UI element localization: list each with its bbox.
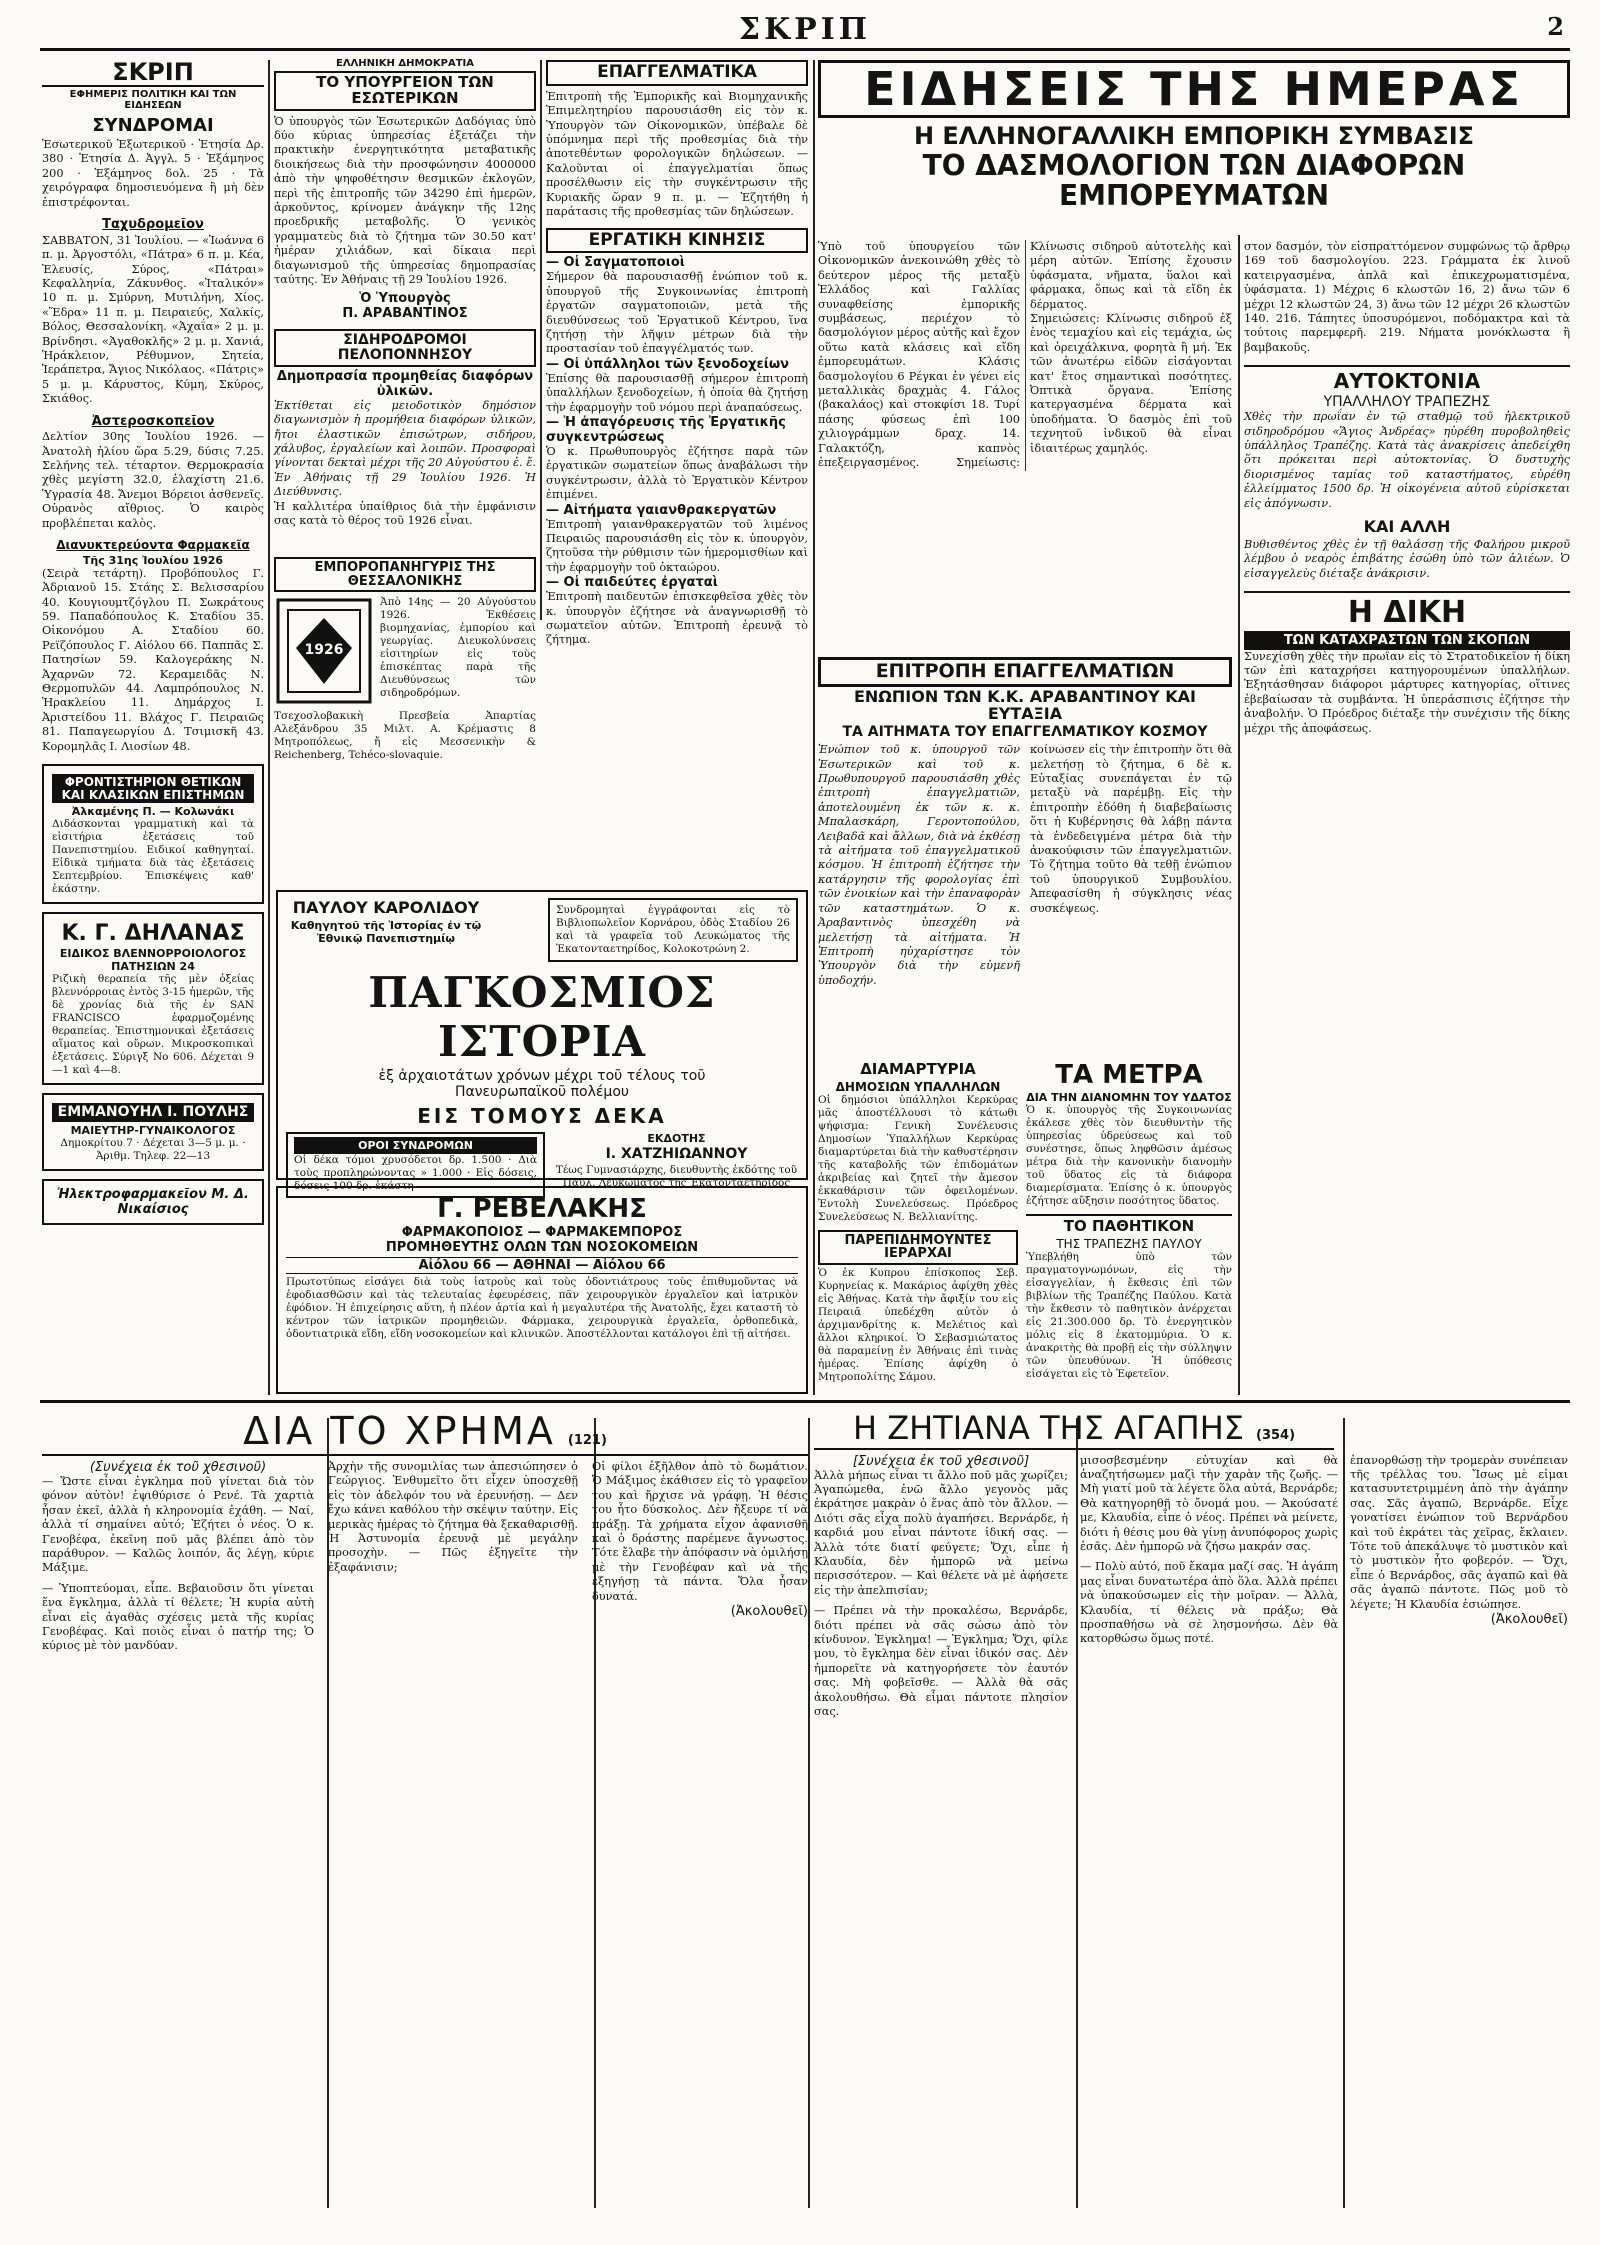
electro-pharmacy-ad <box>42 1179 264 1225</box>
committee-heading: ΕΠΙΤΡΟΠΗ ΕΠΑΓΓΕΛΜΑΤΙΩΝ <box>818 657 1232 687</box>
bank-subheading: ΤΗΣ ΤΡΑΠΕΖΗΣ ΠΑΥΛΟΥ <box>1056 1237 1202 1252</box>
water-article <box>1026 1060 1232 1395</box>
committee-heading-2: ΕΝΩΠΙΟΝ ΤΩΝ Κ.Κ. ΑΡΑΒΑΝΤΙΝΟΥ ΚΑΙ ΕΥΤΑΞΙΑ <box>853 686 1197 723</box>
doctor-ad-text: Ριζικὴ θεραπεία τῆς μὲν ὀξείας βλεννόρροιας ἐντὸς 3-15 ἡμερῶν, τῆς δὲ χρονίας διὰ τῆς ἐν SAN FRANCISCO ἐφαρμοζομένης θεραπείας. Ἐπιστημονικαὶ ἐξετάσεις αἵματος καὶ οὔρων. Μικροσκοπικαὶ ἐξετάσεις. Σύριγξ Νο 606. Δέχεται 9—1 καὶ 4—8. <box>52 973 254 1077</box>
labor-subheading-4: — Αἰτήματα γαιανθρακεργατῶν <box>546 502 777 518</box>
trial-heading: Η ΔΙΚΗ <box>1244 591 1570 629</box>
bank-heading: ΤΟ ΠΑΘΗΤΙΚΟΝ <box>1026 1214 1232 1235</box>
feuilleton-money-paragraph-4: Οἱ φίλοι ἐξῆλθον ἀπὸ τὸ δωμάτιον. Ὁ Μάξιμος ἐκάθισεν εἰς τὸ γραφεῖον του καὶ ἤρχισε νὰ γράφῃ. Ἡ θέσις του ἦτο δύσκολος. Δὲν ἤξευρε τί νὰ πράξῃ. Τὰ χρήματα εἶχον ἀφανισθῆ καὶ ὁ δράστης παρέμενε ἄγνωστος. Τότε ἔλαβε τὴν ἀπόφασιν νὰ ὁμιλήσῃ μὲ τὴν Γενοβέφαν καὶ νὰ τῆς ἐξηγήσῃ τὰ πάντα. Ὅλα ἦσαν δυνατά. <box>592 1459 808 1603</box>
professional-text: Ἐπιτροπὴ τῆς Ἐμπορικῆς καὶ Βιομηχανικῆς Ἐπιμελητηρίου παρουσιάσθη εἰς τὸν κ. Ὑπουργὸν τῶν Οἰκονομικῶν, ὑπέβαλε δὲ ὑπόμνημα περὶ τῆς προθεσμίας διὰ τὴν ἀποτεθέντων φορολογικῶν δηλώσεων. — Καλοῦνται οἱ ἐπαγγελματίαι ὅπως προσέλθωσιν εἰς τὴν συγκέντρωσιν τῆς Κυριακῆς ὥραν 9 π. μ. — Ἐζητήθη ἡ παράτασις τῆς προθεσμίας τῶν δηλώσεων. <box>546 89 808 219</box>
masthead <box>40 8 1570 51</box>
rebelakis-line-1: ΦΑΡΜΑΚΟΠΟΙΟΣ — ΦΑΡΜΑΚΕΜΠΟΡΟΣ <box>401 1225 683 1241</box>
paper-tagline: ΕΦΗΜΕΡΙΣ ΠΟΛΙΤΙΚΗ ΚΑΙ ΤΩΝ ΕΙΔΗΣΕΩΝ <box>69 89 237 112</box>
feuilleton-money-continuation: (Συνέχεια ἐκ τοῦ χθεσινοῦ) <box>89 1459 267 1475</box>
trial-subheading: ΤΩΝ ΚΑΤΑΧΡΑΣΤΩΝ ΤΩΝ ΣΚΟΠΩΝ <box>1244 631 1570 650</box>
tariff-text-continued: στον δασμόν, τὸν εἰσπραττόμενον συμφώνως τῷ ἄρθρῳ 169 τοῦ δασμολογίου. 223. Γράμματα ἐκ λινοῦ κατειργασμένα, ἁπλᾶ καὶ ἐπικεχρωματισμένα, ὑφάσματα. 1) Μέχρις 6 κλωστῶν 16, 2) ἄνω τῶν 6 μέχρι 12 κλωστῶν 24, 3) ἄνω τῶν 12 μέχρι 26 κλωστῶν 140. 216. Τάπητες ὑποσυρόμενοι, ποδόμακτρα καὶ τὰ τούτοις παρεμφερῆ. 219. Νήματα μονόκλωστα ἢ βαμβακοῦς. <box>1244 240 1570 354</box>
expo-emblem-year: 1926 <box>304 642 344 659</box>
labor-text-4: Ἐπιτροπὴ γαιανθρακεργατῶν τοῦ λιμένος Πειραιῶς παρουσιάσθη εἰς τὸν κ. ὑπουργὸν, ζητοῦσα τὴν ρύθμισιν τῶν ἡμερομισθίων καὶ τὴν ἐφαρμογὴν τοῦ ὀκταώρου. <box>546 517 808 574</box>
feuilleton-beggar-paragraph-5: ἐπανορθώσῃ τὴν τρομερὰν συνέπειαν τῆς τρέλλας του. Ἴσως μὲ εἰμαι κατασυντετριμμένη ἀπὸ τὴν ἀγάπην σας. Σᾶς ἀγαπῶ, Βερνάρδε. Εἶχε γονατίσει ἐνώπιον τοῦ Βερνάρδου καὶ τοῦ ἐκράτει τὰς χεῖρας, ἔκλαιεν. Τότε τοῦ ἀπεκάλυψε τὸ μυστικὸν καὶ τὸ μυστικὸν ἦτο φοβερόν. — Ὄχι, εἶπε ὁ Βερνάρδος, σᾶς ἀγαπῶ καὶ θὰ σᾶς ἀγαπῶ πάντοτε. Πῶς μοῦ τὸ λέγετε; Ἡ Κλαυδία ἐσιώπησε. <box>1350 1453 1568 1611</box>
doctor-ad-name: Κ. Γ. ΔΗΛΑΝΑΣ <box>61 921 245 947</box>
news-banner: ΕΙΔΗΣΕΙΣ ΤΗΣ ΗΜΕΡΑΣ <box>818 60 1570 118</box>
obstetrician-ad-subtitle: ΜΑΙΕΥΤΗΡ-ΓΥΝΑΙΚΟΛΟΓΟΣ <box>70 1123 236 1137</box>
feuilleton-money-title: ΔΙΑ ΤΟ ΧΡΗΜΑ <box>243 1409 556 1453</box>
ministry-column <box>274 58 536 618</box>
labor-text-5: Ἐπιτροπὴ παιδευτῶν ἐπισκεφθεῖσα χθὲς τὸν κ. ὑπουργὸν ἐζήτησε νὰ ἀναγνωρισθῇ τὸ σωματεῖον αὐτῶν. Ἐπιτροπὴ ἐρευνᾷ τὸ ζήτημα. <box>546 590 808 647</box>
professional-heading: ΕΠΑΓΓΕΛΜΑΤΙΚΑ <box>546 60 808 86</box>
labor-subheading-2: — Οἱ ὑπάλληλοι τῶν ξενοδοχείων <box>546 356 790 372</box>
ministry-heading: ΤΟ ΥΠΟΥΡΓΕΙΟΝ ΤΩΝ ΕΣΩΤΕΡΙΚΩΝ <box>274 71 536 111</box>
rebelakis-address: Αἰόλου 66 — ΑΘΗΝΑΙ — Αἰόλου 66 <box>286 1257 798 1274</box>
ministry-kicker: ΕΛΛΗΝΙΚΗ ΔΗΜΟΚΡΑΤΙΑ <box>335 58 475 69</box>
water-text: Ὁ κ. ὑπουργὸς τῆς Συγκοινωνίας ἐκάλεσε χθὲς τὸν διευθυντὴν τῆς ὑπηρεσίας ὑδρεύσεως καὶ τοῦ συνέστησε, ὅπως ληφθῶσιν ἀμέσως μέτρα διὰ τὴν κανονικὴν διανομὴν τοῦ ὕδατος εἰς τὰ διάφορα διαμερίσματα. Ἐπίσης ὁ κ. ὑπουργὸς ἐζήτησε αὔξησιν ποσότητος ὕδατος. <box>1026 1104 1232 1208</box>
post-heading: Ταχυδρομεῖον <box>102 217 204 233</box>
column-rule <box>1238 235 1240 1395</box>
committee-text-2: κοίνωσεν εἰς τὴν ἐπιτροπὴν ὅτι θὰ μελετήσῃ τὸ ζήτημα, 6 δὲ κ. Εὐταξίας συνεπάγεται ἐν τῷ μεταξὺ νὰ παρέμβῃ. Εἰς τὴν ἐπιτροπὴν ἐδόθη ἡ διαβεβαίωσις ὅτι ἡ Κυβέρνησις θὰ λάβῃ πάντα τὰ ἐνδεδειγμένα μέτρα διὰ τὴν ἀνακούφισιν τῶν ἐπαγγελματιῶν. Τὸ ζήτημα τοῦτο θὰ τεθῇ ἐνώπιον τοῦ ὑπουργικοῦ Συμβουλίου. Ἀπεφασίσθη ἡ σύγκλησις νέας συσκέψεως. <box>1030 743 1232 915</box>
expo-heading: ΕΜΠΟΡΟΠΑΝΗΓΥΡΙΣ ΤΗΣ ΘΕΣΣΑΛΟΝΙΚΗΣ <box>274 557 536 592</box>
expo-text: Ἀπὸ 14ης — 20 Αὐγούστου 1926. Ἐκθέσεις βιομηχανίας, ἐμπορίου καὶ γεωργίας. Διευκολύνσεις εἰσιτηρίων εἰς τοὺς ἐπισκέπτας παρὰ τῆς Διευθύνσεως τῶν σιδηροδρόμων. <box>380 596 536 700</box>
tutoring-ad-heading: ΦΡΟΝΤΙΣΤΗΡΙΟΝ ΘΕΤΙΚΩΝ ΚΑΙ ΚΛΑΣΙΚΩΝ ΕΠΙΣΤΗΜΩΝ <box>52 774 254 803</box>
feuilleton-money-paragraph-1: — Ὥστε εἶναι ἐγκλημα ποῦ γίνεται διὰ τὸν φόνον αὐτὸν! ἐψιθύρισε ὁ Ρενέ. Τὰ χαρτιὰ ἦσαν ἐκεῖ, ἀλλὰ ἡ κληρονομία ἐχάθη. — Ναί, ἀλλὰ τί σημαίνει αὐτό; Ἐζήτει ὁ νέος. Ὁ κ. Γενοβέφα, ἐκεῖνη ποῦ μᾶς βλέπει ἀπὸ τὸν παράθυρον. — Καλῶς λοιπόν, ἄς λέγῃ, κύριε Μάξιμε. <box>42 1474 314 1575</box>
universal-history-title: ΠΑΓΚΟΣΜΙΟΣ ΙΣΤΟΡΙΑ <box>368 968 716 1066</box>
author-name: ΠΑΥΛΟΥ ΚΑΡΟΛΙΔΟΥ <box>292 898 480 917</box>
subscriptions-heading: ΣΥΝΔΡΟΜΑΙ <box>92 115 214 137</box>
tutoring-ad-subtitle: Ἀλκαμένης Π. — Κολωνάκι <box>71 805 235 819</box>
bank-text: Ὑπεβλήθη ὑπὸ τῶν πραγματογνωμόνων, εἰς τὴν εἰσαγγελίαν, ἡ ἔκθεσις ἐπὶ τῶν βιβλίων τῆς Τραπέζης Παύλου. Κατὰ τὴν ἔκθεσιν τὸ παθητικὸν ἀνέρχεται εἰς 21.300.000 δρ. Τὸ ἐνεργητικὸν μόλις εἰς 8 ἑκατομμύρια. Ὁ κ. ἀνακριτὴς θὰ προβῇ εἰς τὴν σύλληψιν τῶν ὑπευθύνων. Ἡ ὑπόθεσις εἰσάγεται εἰς τὸ Ἐφετεῖον. <box>1026 1251 1232 1381</box>
publisher-text: Τέως Γυμνασιάρχης, διευθυντὴς ἐκδότης τοῦ Παυλ. Λευκώματος τῆς Ἐκατονταετηρίδος <box>555 1163 798 1189</box>
committee-text: Ἐνώπιον τοῦ κ. ὑπουργοῦ τῶν Ἐσωτερικῶν καὶ τοῦ κ. Πρωθυπουργοῦ παρουσιάσθη χθὲς ἐπιτροπὴ ἐπαγγελματιῶν, ἀποτελουμένη ἐκ τῶν κ. κ. Μπαλασκάρη, Γεροντοπούλου, Λειβαδᾶ καὶ ἄλλων, διὰ νὰ ἐκθέσῃ τὰ αἰτήματα τοῦ ἐπαγγελματικοῦ κόσμου. Ἡ ἐπιτροπὴ ἐζήτησε τὴν κατάργησιν τῆς φορολογίας ἐπὶ τῶν ἐνοικίων καὶ τὴν ἐπαναφορὰν τῶν καταστημάτων. Ὁ κ. Ἀραβαντινὸς ὑπεσχέθη νὰ μελετήσῃ τὰ αἰτήματα. Ἡ Ἐπιτροπὴ ηὐχαρίστησε τὸν Ὑπουργὸν διὰ τὴν εὐμενῆ ὑποδοχήν. <box>818 743 1020 987</box>
church-text: Ὁ ἐκ Κυπρου ἐπίσκοπος Σεβ. Κυρηνείας κ. Μακάριος ἀφίχθη χθὲς εἰς Ἀθήνας. Κατὰ τὴν ἄφιξίν του εἰς Πειραιᾶ ὑπεδέχθη αὐτὸν ὁ ἀρχιμανδρίτης κ. Μελέτιος καὶ ἄλλοι κληρικοί. Ὁ Σεβασμιώτατος θὰ παραμείνῃ ἐν Ἀθήναις ἐπὶ τινὰς ἡμέρας. Ἐπίσης ἀφίχθη ὁ Μητροπολίτης Σάμου. <box>818 1267 1018 1384</box>
feuilleton-money-paragraph-3: Ἀρχὴν τῆς συνομιλίας των ἀπεσιώπησεν ὁ Γεώργιος. Ἐνθυμεῖτο ὅτι εἶχεν ὑποσχεθῇ εἰς τὸν ἀδελφόν του νὰ ἐρευνήσῃ. — Δεν ἔχω κάνει καθόλου τὴν σκέψιν ταύτην. Εἰς μερικὰς ἡμέρας τὸ ζήτημα θὰ ξεκαθαρισθῇ. Ἡ Ἀστυνομία ἐρευνᾷ μὲ μεγάλην προσοχὴν. — Πῶς ἐξηγεῖτε τὴν ἐξαφάνισιν; <box>328 1459 578 1574</box>
feuilleton-beggar-paragraph-1: Ἀλλὰ μήπως εἶναι τι ἄλλο ποῦ μᾶς χωρίζει; Ἀγαπώμεθα, ἐνῶ ἄλλο γεγονὸς μᾶς ἐκράτησε μακρὰν ὁ ἕνας ἀπὸ τὸν ἄλλον. — Διότι σᾶς εἶχα πολὺ ἀγαπήσει. Βερνάρδε, ἡ καρδιά μου εἶναι πάντοτε ἰδική σας. — Ἀλλὰ τότε διατί φεύγετε; Ὄχι, εἶπε ἡ Κλαυδία, δὲν ἠμπορῶ νὰ μείνω περισσότερον. — Καὶ θέλετε νὰ μὲ ἀφήσετε εἰς τὴν ἀπελπισίαν; <box>814 1468 1068 1597</box>
feuilleton-beggar-title: Η ΖΗΤΙΑΝΑ ΤΗΣ ΑΓΑΠΗΣ <box>852 1409 1244 1447</box>
section-rule <box>40 1400 1570 1403</box>
protest-text: Οἱ δημόσιοι ὑπάλληλοι Κερκύρας μᾶς ἀποστέλλουσι τὸ κάτωθι ψήφισμα: Γενικὴ Συνέλευσις Δημοσίων Ὑπαλλήλων Κερκύρας διαμαρτύρεται διὰ τὴν καθυστέρησιν τῆς καταβολῆς τῶν ἐπιδομάτων ἀκριβείας καὶ ζητεῖ τὴν ἄμεσον ἐκκαθάρισιν τῶν ὀφειλομένων. Ἐντολὴ Συνελεύσεως. Πρόεδρος Συνελεύσεως Ν. Βελλιανίτης. <box>818 1093 1018 1223</box>
labor-heading: ΕΡΓΑΤΙΚΗ ΚΙΝΗΣΙΣ <box>546 228 808 254</box>
obstetrician-ad-text: Δημοκρίτου 7 · Δέχεται 3—5 μ. μ. · Ἀριθμ. Τηλεφ. 22—13 <box>60 1136 246 1162</box>
rebelakis-name: Γ. ΡΕΒΕΛΑΚΗΣ <box>437 1194 647 1224</box>
obstetrician-ad-name: ΕΜΜΑΝΟΥΗΛ Ι. ΠΟΥΛΗΣ <box>52 1103 254 1122</box>
news-headline-1: Η ΕΛΛΗΝΟΓΑΛΛΙΚΗ ΕΜΠΟΡΙΚΗ ΣΥΜΒΑΣΙΣ <box>913 122 1475 151</box>
water-heading: ΤΑ ΜΕΤΡΑ <box>1055 1060 1203 1090</box>
column-rule <box>813 60 815 1395</box>
column-rule <box>540 60 542 620</box>
labor-text-1: Σήμερον θὰ παρουσιασθῇ ἐνώπιον τοῦ κ. ὑπουργοῦ τῆς Συγκοινωνίας ἐπιτροπὴ ἐργατῶν σαγματοποιῶν, μετὰ τῆς διευθύνσεως τοῦ Ἐργατικοῦ Κέντρου, ἵνα ζητήσῃ τὴν λῆψιν μέτρων διὰ τὴν προστασίαν τοῦ ἐπαγγέλματός των. <box>546 270 808 356</box>
protest-heading: ΔΙΑΜΑΡΤΥΡΙΑ <box>860 1060 976 1078</box>
ministry-text: Ὁ ὑπουργὸς τῶν Ἐσωτερικῶν Δαδόγιας ὑπὸ δύο κύριας ὑπηρεσίας ἐξετάζει τὴν πρακτικὴν ἐνεργητικότητα μεταβατικῆς διοικήσεως διὰ τὴν προσφώνησιν 4000000 ἀπὸ τὴν ψηφοθέτησιν θεσμικῶν ἐκλογῶν, περὶ τῆς ἐπιτροπῆς τῶν 34290 ἐπὶ ἡμερῶν, ἀρκοῦντος, κρίνομεν ἀνάγκην τῆς 12ης προεδρικῆς μεταβολῆς. Ὁ γενικὸς γραμματεὺς διὰ τὸ ζήτημα τῶν 30.50 κατ' ἡμέραν χιλιάδων, καὶ δίκαια περὶ διαγωνισμοῦ τῆς ὑπηρεσίας δημοπρασίας ταύτης. Ἐν Ἀθήναις τῇ 29 Ἰουλίου 1926. <box>274 114 536 286</box>
feuilleton-beggar-follows: (Ἀκολουθεῖ) <box>1490 1612 1568 1628</box>
committee-heading-3: ΤΑ ΑΙΤΗΜΑΤΑ ΤΟΥ ΕΠΑΓΓΕΛΜΑΤΙΚΟΥ ΚΟΣΜΟΥ <box>842 723 1208 740</box>
column-rule <box>268 60 270 1395</box>
tutoring-ad-text: Διδάσκονται γραμματικὴ καὶ τὰ εἰσιτήρια ἐξετάσεις τοῦ Πανεπιστημίου. Ειδικοί καθηγηταί. Εἰδικὰ τμήματα διὰ τὰς ἐξετάσεις Σεπτεμβρίου. Ἐπισκέψεις καθ' ἑκάστην. <box>52 818 254 896</box>
suicide-heading: ΑΥΤΟΚΤΟΝΙΑ <box>1244 365 1570 392</box>
pharmacies-heading: Διανυκτερεύοντα Φαρμακεῖα <box>56 538 250 553</box>
labor-subheading-5: — Οἱ παιδεύτες ἐργαταὶ <box>546 575 718 591</box>
universal-history-line-1: ἐξ ἀρχαιοτάτων χρόνων μέχρι τοῦ τέλους τοῦ <box>378 1068 706 1084</box>
ministry-signature-name: Π. ΑΡΑΒΑΝΤΙΝΟΣ <box>342 306 468 322</box>
railways-note: Ἡ καλλιτέρα ὑπαίθριος διὰ τὴν ἐμφάνισιν σας κατὰ τὸ θέρος τοῦ 1926 εἶναι. <box>274 499 536 527</box>
tariff-article <box>818 240 1232 650</box>
expo-emblem-icon <box>274 596 374 706</box>
trial-text: Συνεχίσθη χθὲς τὴν πρωΐαν εἰς τὸ Στρατοδικεῖον ἡ δίκη τῶν ἐπὶ καταχρήσει κατηγορουμένων ὑπαλλήλων. Ἐξητάσθησαν διάφοροι μάρτυρες κατηγορίας, οἵτινες ἐβεβαίωσαν τὰ συμβάντα. Ἡ ὑπεράσπισις ἐζήτησε τὴν ἀναβολήν. Ὁ Πρόεδρος διέταξε τὴν συνέχισιν τῆς δίκης μέχρι τῆς ἀποφάσεως. <box>1244 649 1570 735</box>
tariff-text: Ὑπὸ τοῦ ὑπουργείου τῶν Οἰκονομικῶν ἀνεκοινώθη χθὲς τὸ δεύτερον μέρος τῆς μεταξὺ Ἑλλάδος καὶ Γαλλίας συναφθείσης ἐμπορικῆς συμβάσεως, περιέχον τὸ δασμολόγιον μέρος αὐτῆς καὶ ἔχον οὕτω κατὰ κλάσεις καὶ εἴδη ἐμπορευμάτων. Κλάσις δασμολογίου 6 Ρέγκαι ἐν γένει εἰς μεταλλικὰς δραχμὰς 4. Γάλος (βακαλάος) καὶ στοκφίσι 18. Τυρί πάσης φύσεως ἐπὶ 100 χιλιογράμμων δραχ. 14. Γαλακτόζη, καπνὸς ἐπεξειργασμένος. Σημείωσις: Κλίνωσις σιδηροῦ αὐτοτελὴς καὶ μέρη αὐτῶν. Ἐπίσης ἔχουσιν ὑφάσματα, νῆματα, ὕαλοι καὶ φάρμακα, ὅπως καὶ τὰ εἴδη ἐκ δέρματος. <box>818 240 1232 470</box>
railways-text: Ἐκτίθεται εἰς μειοδοτικὸν δημόσιον διαγωνισμὸν ἡ προμήθεια διαφόρων ὑλικῶν, ἤτοι ἐλαστικῶν ἐπισώτρων, σιδήρου, χάλυβος, ἐργαλείων καὶ λοιπῶν. Προσφοραὶ γίνονται δεκταὶ μέχρι τῆς 20 Αὐγούστου ἐ. ἔ. Ἐν Ἀθήναις τῇ 29 Ἰουλίου 1926. Ἡ Διεύθυνσις. <box>274 398 536 499</box>
rebelakis-ad <box>276 1186 808 1394</box>
railways-heading: ΣΙΔΗΡΟΔΡΟΜΟΙ ΠΕΛΟΠΟΝΝΗΣΟΥ <box>274 329 536 366</box>
labor-text-3: Ὁ κ. Πρωθυπουργὸς ἐζήτησε παρὰ τῶν ἐργατικῶν σωματείων ὅπως ἀναβάλωσι τὴν συγκέντρωσιν, ἀλλὰ τὸ Ἐργατικὸν Κέντρον ἐπιμένει. <box>546 445 808 502</box>
suicide-subheading: ΥΠΑΛΛΗΛΟΥ ΤΡΑΠΕΖΗΣ <box>1323 394 1491 411</box>
terms-text: Οἱ δέκα τόμοι χρυσόδετοι δρ. 1.500 · Διὰ τοὺς προπληρώνοντας » 1.000 · Εἰς δόσεις, δόσεις 100 δρ. ἑκάστη <box>294 1154 537 1192</box>
railways-subheading: Δημοπρασία προμηθείας διαφόρων ὑλικῶν. <box>276 368 534 399</box>
universal-history-line-2: Πανευρωπαϊκοῦ πολέμου <box>454 1084 630 1100</box>
subscriptions-text: Ἐσωτερικοῦ Ἐξωτερικοῦ · Ἐτησία Δρ. 380 · Ἐτησία Δ. Ἀγγλ. 5 · Ἑξάμηνος 200 · Ἑξάμηνος δολ. 25 · Τὰ χειρόγραφα δημοσιευόμενα ἢ μὴ δὲν ἐπιστρέφονται. <box>42 138 264 209</box>
observatory-heading: Ἀστεροσκοπεῖον <box>91 413 215 429</box>
page-number: 2 <box>1547 12 1564 41</box>
feuilleton-money <box>42 1410 808 2210</box>
feuilleton-beggar-number: (354) <box>1256 1428 1296 1443</box>
other-heading: ΚΑΙ ΑΛΛΗ <box>1363 517 1451 537</box>
suicide-text: Χθὲς τὴν πρωΐαν ἐν τῷ σταθμῷ τοῦ ἠλεκτρικοῦ σιδηροδρόμου «Ἅγιος Ἀνδρέας» ηὑρέθη πυροβοληθεὶς ὑπάλληλος Τραπέζης. Κατὰ τὰς ἀνακρίσεις ἀπεδείχθη ὅτι πρόκειται περὶ αὐτοκτονίας. Ὁ δυστυχὴς διορισμένος ταμίας τοῦ καταστήματος, εὑρέθη ἐλλείμματος 1500 δρ. Ἡ οἰκογένεια αὐτοῦ εὑρίσκεται εἰς ἀπόγνωσιν. <box>1244 410 1570 510</box>
church-heading: ΠΑΡΕΠΙΔΗΜΟΥΝΤΕΣ ΙΕΡΑΡΧΑΙ <box>818 1230 1018 1265</box>
protest-article <box>818 1060 1018 1395</box>
observatory-text: Δελτίον 30ης Ἰουλίου 1926. — Ἀνατολὴ ἡλίου ὥρα 5.29, δύσις 7.25. Σελήνης τελ. τέταρτον. Θερμοκρασία χθὲς μεγίστη 32.0, ἐλαχίστη 21.6. Ὑγρασία 48. Ἄνεμοι Βόρειοι ἀσθενεῖς. Οὐρανὸς αἴθριος. Ὁ καιρὸς προβλέπεται καλὸς. <box>42 430 264 530</box>
feuilleton-beggar-paragraph-4: — Πολὺ αὐτό, ποῦ ἔκαμα μαζί σας. Ἡ ἀγάπη μας εἶναι δυνατωτέρα ἀπὸ ὅλα. Ἀλλὰ πρέπει νὰ ὑπακούσωμεν εἰς τὴν μοῖραν. — Ἀλλὰ, Κλαυδία, τί θέλεις νὰ πράξω; Θὰ προσπαθήσω νὰ σὲ λησμονήσω. Δὲν θὰ κατορθώσω ὅμως ποτέ. <box>1080 1560 1338 1646</box>
water-subheading: ΔΙΑ ΤΗΝ ΔΙΑΝΟΜΗΝ ΤΟΥ ΥΔΑΤΟΣ <box>1026 1091 1232 1105</box>
feuilleton-beggar-paragraph-2: — Πρέπει νὰ τὴν προκαλέσω, Βερνάρδε, διότι πρέπει νὰ σᾶς σώσω ἀπὸ τὸν κίνδυνον. Ἐγκλημα! — Ἐγκλημα; Ὄχι, φίλε μου, τὸ ἔγκλημα δὲν εἶναι ἰδικόν σας. Δὲν ἠμπορεῖτε νὰ κατηγορήσετε τὸν ἑαυτόν σας. Μὴ φοβεῖσθε. — Ἀλλὰ θὰ σᾶς ἀκολουθήσω. Θὰ εἶμαι πάντοτε πλησίον σας. <box>814 1604 1068 1719</box>
publisher-name: Ι. ΧΑΤΖΗΙΩΑΝΝΟΥ <box>605 1146 748 1162</box>
labor-text-2: Ἐπίσης θὰ παρουσιασθῇ σήμερον ἐπιτροπὴ ὑπαλλήλων ξενοδοχείων, ἡ ὁποία θὰ ζητήσῃ τὴν ἐφαρμογὴν τοῦ νόμου περὶ ἀναπαύσεως. <box>546 371 808 414</box>
universal-history-line-3: ΕΙΣ ΤΟΜΟΥΣ ΔΕΚΑ <box>417 1104 667 1128</box>
right-column <box>1244 240 1570 1395</box>
universal-history-ad <box>276 890 808 1192</box>
pharmacies-date: Τῆς 31ης Ἰουλίου 1926 <box>82 553 224 567</box>
paper-nameplate: ΣΚΡΙΠ <box>42 60 264 87</box>
other-text: Βυθισθέντος χθὲς ἐν τῇ θαλάσσῃ τῆς Φαλήρου μικροῦ λέμβου ὁ νεαρὸς ἐπιβάτης ἐσώθη ὑπὸ τῶν ἁλιέων. Ὁ εἰσαγγελεὺς διέταξε ἀνάκρισιν. <box>1244 537 1570 580</box>
electro-pharmacy-ad-text: Ἠλεκτροφαρμακεῖον Μ. Δ. Νικαίσιος <box>57 1186 249 1217</box>
tariff-text-2: Σημειώσεις: Κλίνωσις σιδηροῦ ἐξ ἑνὸς τεμαχίου καὶ εἰς τεμάχια, ὡς καὶ ὁρειχάλκινα, φορητὰ ἢ μή. Ἐκ τῶν ἀνωτέρω εἰδῶν εἰσάγονται κατ' ἔτος σημαντικαὶ ποσότητες. Ὀπτικὰ ὄργανα. Ἐπίσης κατεργασμένα δέρματα καὶ ὑποδήματα. Ὁ δασμὸς ἐπὶ τοῦ τεχνητοῦ ἰνδικοῦ θὰ εἶναι ἰδιαιτέρως χαμηλός. <box>1030 312 1232 455</box>
doctor-ad-subtitle: ΕΙΔΙΚΟΣ ΒΛΕΝΝΟΡΡΟΙΟΛΟΓΟΣ ΠΑΤΗΣΙΩΝ 24 <box>59 947 247 974</box>
labor-subheading-1: — Οἱ Σαγματοποιοὶ <box>546 255 685 271</box>
masthead-title: ΣΚΡΙΠ <box>738 12 872 47</box>
obstetrician-ad <box>42 1093 264 1171</box>
news-headline-2: ΤΟ ΔΑΣΜΟΛΟΓΙΟΝ ΤΩΝ ΔΙΑΦΟΡΩΝ ΕΜΠΟΡΕΥΜΑΤΩΝ <box>922 149 1466 212</box>
ministry-signature-title: Ὁ Ὑπουργὸς <box>359 291 451 307</box>
feuilleton-beggar-paragraph-3: μισοσβεσμένην εὐτυχίαν καὶ θὰ ἀναζητήσωμεν μαζὶ τὴν χαρὰν τῆς ζωῆς. — Μὴ γιατί μοῦ τὰ λέγετε ὅλα αὐτά, Βερνάρδε; Θὰ κατηγορηθῇ τὸ ὄνομά μου. — Ἀκούσατέ με, Κλαυδία, εἶπε ὁ νέος. Πρέπει νὰ μείνετε, διότι ἡ θέσις μου θὰ γίνῃ ἀνυπόφορος χωρὶς ἐσᾶς. Δὲν ἠμπορῶ νὰ ζήσω μακράν σας. <box>1080 1453 1338 1554</box>
labor-subheading-3: — Ἡ ἀπαγόρευσις τῆς Ἐργατικῆς συγκεντρώσεως <box>546 415 786 445</box>
feuilleton-money-number: (121) <box>567 1433 607 1448</box>
left-column <box>42 58 264 1393</box>
pharmacies-text: (Σειρὰ τετάρτη). Προβόπουλος Γ. Ἀδριανοῦ 15. Στάης Σ. Βελισσαρίου 40. Κουγιουμτζόγλου Π. Σωκράτους 59. Παπαδόπουλος Κ. Σταδίου 35. Οἰκονόμου Α. Σταδίου 60. Ρεϊζόπουλος Γ. Αἰόλου 66. Παππᾶς Σ. Πατησίων 59. Καλογεράκης Ν. Ἀχαρνῶν 72. Κεραμειδᾶς Ν. Θερμοπυλῶν 44. Λαμπρόπουλος Ν. Ἡρακλείου 11. Δημάρχος Ι. Ἀριστείδου 11. Βλάχος Γ. Πειραιῶς 81. Παπαγεωργίου Δ. Τσιμισκῆ 43. Κορομηλᾶς Ι. Λιοσίων 48. <box>42 566 264 753</box>
feuilleton-money-follows: (Ἀκολουθεῖ) <box>730 1603 808 1619</box>
protest-subheading: ΔΗΜΟΣΙΩΝ ΥΠΑΛΛΗΛΩΝ <box>835 1079 1001 1094</box>
rebelakis-text: Πρωτοτύπως εἰσάγει διὰ τοὺς ἰατροὺς καὶ τοὺς ὀδοντιάτρους τοὺς ἐπιθυμοῦντας νὰ ἐφοδιασθῶσιν καὶ τὰς τελευταίας ἐφευρέσεις, πᾶν χειρουργικὸν ἐργαλεῖον καὶ ἰατρικὸν ἐφόδιον. Ἡ ἐπιχείρησις αὕτη, ἡ πλέον ἀρτία καὶ ἡ μεγαλυτέρα τῆς Ἀνατολῆς, ἔχει καταστῆ τὸ κέντρον τῶν ἰατρικῶν προμηθειῶν. Φάρμακα, χειρουργικὰ ἐργαλεῖα, ὀρθοπεδικὰ, ὀδοντιατρικὰ εἴδη, εἴδη νοσοκομείων καὶ κλινικῶν. Ἀποστέλλονται κατάλογοι ἐπὶ τῇ αἰτήσει. <box>286 1276 798 1341</box>
column-rule <box>808 1418 810 2208</box>
rebelakis-line-2: ΠΡΟΜΗΘΕΥΤΗΣ ΟΛΩΝ ΤΩΝ ΝΟΣΟΚΟΜΕΙΩΝ <box>385 1240 699 1256</box>
news-header <box>818 58 1570 238</box>
subscription-box: Συνδρομηταὶ ἐγγράφονται εἰς τὸ Βιβλιοπωλεῖον Κορνάρου, ὁδὸς Σταδίου 26 καὶ τὰ γραφεῖα τοῦ Λευκώματος τῆς Ἐκατονταετηρίδος, Κολοκοτρώνη 2. <box>548 898 798 962</box>
tutoring-ad <box>42 764 264 904</box>
expo-ad <box>274 555 536 885</box>
publisher-heading: ΕΚΔΟΤΗΣ <box>647 1132 706 1145</box>
post-text: ΣΑΒΒΑΤΟΝ, 31 Ἰουλίου. — «Ἰωάννα 6 π. μ. Ἀργοστόλι, «Πάτρα» 6 π. μ. Κέα, Ἐλευσίς, Σύρος, «Πάτραι» Κεφαλληνία, Ζάκυνθος. «Ἰταλικόν» 10 π. μ. Σμύρνη, Μυτιλήνη, Χίος. «Ἕδρα» 11 π. μ. Πειραιεύς, Χαλκίς, Βόλος, Θεσσαλονίκη. «Ἀχαΐα» 2 μ. μ. Βρίνδησι. «Ἀγαθοκλῆς» 2 μ. μ. Χανιά, Ἡράκλειον, Ρέθυμνον, Σητεία, Ἱεράπετρα, Ἄγιος Νικόλαος. «Πάτρις» 5 μ. μ. Κάρυστος, Κύμη, Σκύρος, Σκιάθος. <box>42 233 264 406</box>
author-title: Καθηγητοῦ τῆς Ἱστορίας ἐν τῷ Ἐθνικῷ Πανεπιστημίῳ <box>290 918 482 945</box>
doctor-ad <box>42 912 264 1085</box>
terms-heading: ΟΡΟΙ ΣΥΝΔΡΟΜΩΝ <box>294 1137 537 1154</box>
feuilleton-money-paragraph-2: — Ὑποπτεύομαι, εἶπε. Βεβαιοῦσιν ὅτι γίνεται ἕνα ἔγκλημα, ἀλλὰ τί θέλετε; Ἡ κυρία αὐτὴ εἶναι εἰς ἀγαθὰς σχέσεις μετὰ τῆς κυρίας Γενοβέφας. Καὶ ποιὸς εἶναι ὁ πατήρ της; Ὁ κύριος μὲ τὸν μανδύαν. <box>42 1581 314 1653</box>
feuilleton-beggar <box>814 1410 1570 2210</box>
expo-footer: Τσεχοσλοβακικὴ Πρεσβεία Ἀπαρτίας Αλεξάνδρου 35 Μιλτ. Α. Κρέμαστις 8 Μητροπόλεως, ἤ εἰς Μεσσενικὴν & Reichenberg, Tchéco-slovaquie. <box>274 710 536 762</box>
professional-column <box>546 58 808 858</box>
feuilleton-beggar-continuation: [Συνέχεια ἐκ τοῦ χθεσινοῦ] <box>852 1453 1030 1469</box>
committee-article <box>818 655 1232 1055</box>
